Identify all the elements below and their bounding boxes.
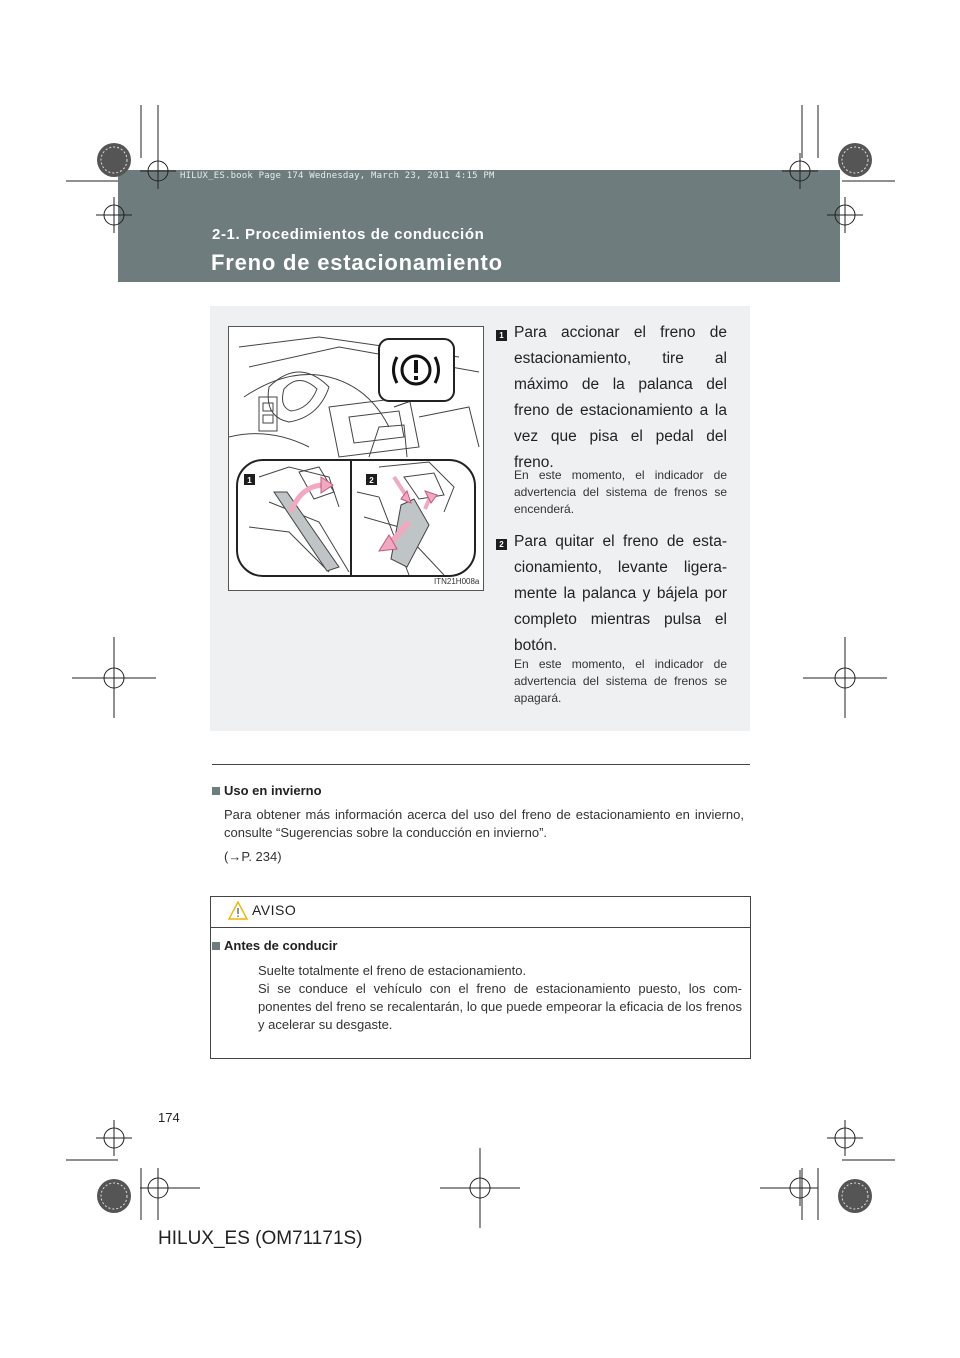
winter-text: Para obtener más información acerca del uso del freno de estacionamiento en invierno, consulte “Sugerencias sobre la conducción en invierno”. bbox=[224, 807, 744, 840]
figure-callout-1-label: 1 bbox=[247, 476, 252, 485]
figure-code: ITN21H008a bbox=[434, 577, 480, 586]
page-number: 174 bbox=[158, 1110, 180, 1125]
step-1-marker: 1 bbox=[496, 330, 507, 341]
warning-bullet bbox=[212, 942, 220, 950]
winter-heading: Uso en invierno bbox=[224, 783, 322, 798]
detail-frame bbox=[237, 460, 475, 576]
figure-callout-2-label: 2 bbox=[369, 476, 374, 485]
book-stamp: HILUX_ES.book Page 174 Wednesday, March 23, 2011 4:15 PM bbox=[180, 171, 495, 181]
manual-code: HILUX_ES (OM71171S) bbox=[158, 1228, 363, 1249]
section-label: 2-1. Procedimientos de conducción bbox=[212, 226, 485, 243]
step-1-note: En este momento, el indicador de advertencia del sistema de frenos se encenderá. bbox=[514, 468, 727, 516]
step-2-text: Para quitar el freno de esta-cionamiento, levante ligera-mente la palanca y bájela por completo mientras pulsa el botón. bbox=[514, 533, 727, 654]
section-divider bbox=[212, 764, 750, 765]
step-1-text: Para accionar el freno de estacionamiento, tire al máximo de la palanca del freno de estacionamiento a la vez que pisa el pedal del freno. bbox=[514, 324, 727, 471]
warning-line-1: Suelte totalmente el freno de estacionamiento. bbox=[258, 963, 527, 978]
warning-label: AVISO bbox=[252, 902, 297, 918]
page-title: Freno de estacionamiento bbox=[211, 250, 503, 275]
winter-bullet bbox=[212, 787, 220, 795]
winter-page-ref: (→P. 234) bbox=[224, 849, 282, 864]
parking-brake-illustration bbox=[228, 326, 484, 591]
warning-header-divider bbox=[210, 927, 751, 928]
step-2-marker: 2 bbox=[496, 539, 507, 550]
illustration-drawing bbox=[229, 327, 483, 590]
warning-heading: Antes de conducir bbox=[224, 938, 338, 953]
warning-line-2: Si se conduce el vehículo con el freno de estacionamiento puesto, los com-ponentes del freno se recalentarán, lo que puede empeorar la eficacia de los frenos y acelerar su desgaste. bbox=[258, 981, 742, 1032]
step-2-note: En este momento, el indicador de advertencia del sistema de frenos se apagará. bbox=[514, 657, 727, 705]
warning-triangle-icon bbox=[228, 901, 248, 920]
